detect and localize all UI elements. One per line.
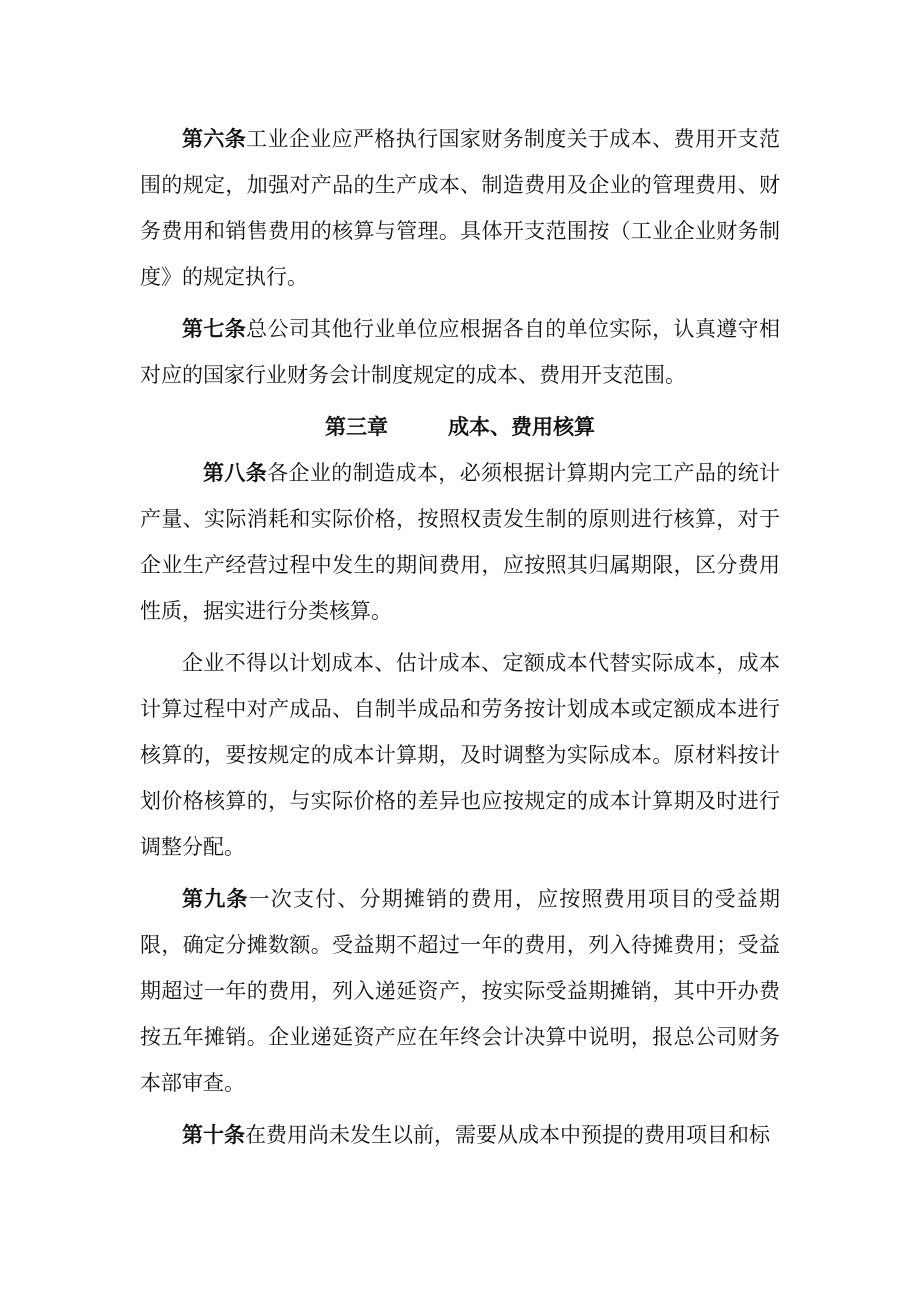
article-9-label: 第九条	[182, 886, 249, 911]
article-7-text: 总公司其他行业单位应根据各自的单位实际，认真遵守相对应的国家行业财务会计制度规定的成本、费用开支范围。	[140, 317, 781, 387]
article-10-label: 第十条	[182, 1122, 245, 1147]
article-8-label: 第八条	[203, 460, 268, 485]
article-8-text: 各企业的制造成本，必须根据计算期内完工产品的统计产量、实际消耗和实际价格，按照权责发生制的原则进行核算，对于企业生产经营过程中发生的期间费用，应按照其归属期限，区分费用性质，据实进行分类核算。	[140, 461, 781, 623]
article-7-paragraph	[140, 306, 780, 398]
article-6-text: 工业企业应严格执行国家财务制度关于成本、费用开支范围的规定，加强对产品的生产成本、制造费用及企业的管理费用、财务费用和销售费用的核算与管理。具体开支范围按（工业企业财务制度》的规定执行。	[140, 127, 781, 289]
article-7-label: 第七条	[182, 316, 247, 341]
article-9-text: 一次支付、分期摊销的费用，应按照费用项目的受益期限，确定分摊数额。受益期不超过一年的费用，列入待摊费用；受益期超过一年的费用，列入递延资产，按实际受益期摊销，其中开办费按五年摊销。企业递延资产应在年终会计决算中说明，报总公司财务本部审查。	[140, 887, 780, 1095]
article-6-paragraph	[140, 116, 780, 300]
chapter-number: 第三章	[325, 414, 388, 439]
chapter-title: 成本、费用核算	[448, 414, 595, 439]
article-10-text: 在费用尚未发生以前，需要从成本中预提的费用项目和标	[245, 1123, 770, 1147]
article-8-paragraph	[140, 450, 780, 634]
cost-calculation-paragraph	[140, 640, 780, 870]
article-6-label: 第六条	[182, 126, 247, 151]
article-10-paragraph	[140, 1112, 780, 1158]
document-body	[140, 116, 780, 1158]
article-9-paragraph	[140, 876, 780, 1106]
cost-calculation-text: 企业不得以计划成本、估计成本、定额成本代替实际成本，成本计算过程中对产成品、自制半成品和劳务按计划成本或定额成本进行核算的，要按规定的成本计算期，及时调整为实际成本。原材料按计划价格核算的，与实际价格的差异也应按规定的成本计算期及时进行调整分配。	[140, 651, 780, 859]
chapter-heading	[140, 404, 780, 450]
